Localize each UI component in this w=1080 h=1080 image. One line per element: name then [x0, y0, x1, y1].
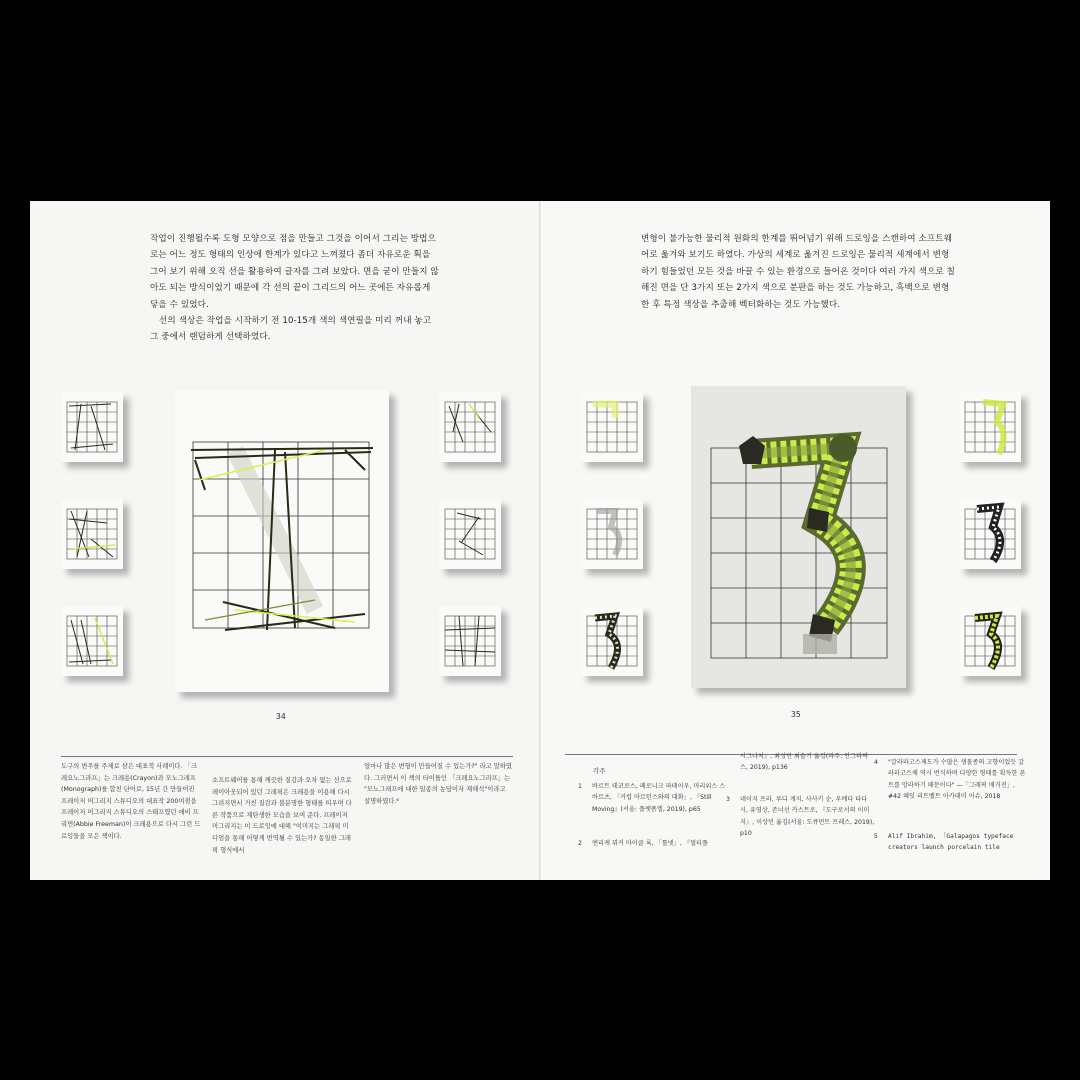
left-paragraph-2: 선의 색상은 작업을 시작하기 전 10-15개 색의 색연필을 미리 꺼내 놓고 그 중에서 랜덤하게 선택하였다.	[150, 316, 432, 343]
footnote	[578, 838, 727, 849]
small-number-3-card	[959, 392, 1021, 462]
footnote-continued	[740, 751, 875, 774]
footer-column-2: 소프트웨어를 통해 깨끗한 질감과 오차 없는 선으로 레이아웃되어 있던 그래픽은 크레용을 이용해 다시 그려지면서 거친 질감과 불분명한 형태를 띠우며 다른 작품으로 재탄생한 모습을 보여 준다. 프레이저 머그리지는 이 드로잉에 대해 "이미지는 그래픽 미디엄을 통해 어떻게 번역될 수 있는가? 동일한 그래픽 형식에서	[212, 777, 352, 854]
footer-column-3: 얼마나 많은 변형이 만들어질 수 있는가?" 라고 말하였다. 그러면서 이 책의 타이틀인 「크레요노그라프」는 "모노그래프에 대한 일종의 농담이자 재해석"이라고 설명하였다.⁶	[364, 763, 512, 805]
footnote-number: 5	[874, 833, 878, 840]
small-number-3-card	[959, 606, 1021, 676]
small-number-3-card	[581, 499, 643, 569]
small-line-drawing-card	[439, 499, 501, 569]
small-line-drawing-card	[439, 392, 501, 462]
footnote-number: 3	[726, 796, 730, 803]
right-body-text	[641, 231, 957, 313]
footnote	[874, 757, 1028, 803]
large-line-drawing-card	[175, 390, 389, 692]
page-number: 34	[276, 712, 286, 721]
footer-column-1: 도구의 변주를 주제로 삼은 대표적 사례이다. 「크레요노그라프」는 크레용(Crayon)과 모노그래프(Monograph)를 합친 단어로, 15년 간 만들어진 프레이저 머그리지 스튜디오의 대표작 200여점을 프레이저 머그리지 스튜디오의 스태프였던 애비 프리먼(Abbie Freeman)이 크레용으로 다시 그린 드로잉들을 모은 책이다.	[61, 763, 201, 840]
footnote-text: 시그나처』, 최성민 최슬기 옮김(파주: 안그라픽스, 2019), p136	[740, 753, 869, 772]
small-line-drawing-card	[61, 499, 123, 569]
small-number-3-card	[581, 392, 643, 462]
footnote-number: 1	[578, 783, 582, 790]
small-line-drawing-card	[61, 392, 123, 462]
footnote-number: 4	[874, 759, 878, 766]
footnote	[874, 831, 1028, 854]
footnote-text: 바르트 데코로스, 페로니크 파테이우, 마리위스 스바르츠, 「커럽 마르턴스와의 대화」, 『Still Moving』(서울: 플랫폼엘, 2019), p65	[592, 783, 726, 813]
footnote-text: 엔리케 뮈커 마이클 록, 「툴넷」, 『멀티플	[592, 840, 709, 847]
footnote-text: "갈라파고스제도가 수많은 생물종의 고향이었듯 갈라파고스체 역시 번식하며 다양한 형태를 획득한 폰트를 망라하기 때문이다" —「그래픽 매거진」, #42 혜잇 리트벨트 아카데미 이슈, 2018	[888, 759, 1026, 801]
footnote	[578, 781, 727, 815]
book-spread	[30, 201, 1050, 880]
footnote-text: Alif Ibrahim, 「Galapagos typeface creators launch porcelain tile	[888, 833, 1014, 852]
right-paragraph-1: 변형이 불가능한 물리적 원화의 한계를 뛰어넘기 위해 드로잉을 스캔하여 소프트웨어로 옮겨와 보기도 하였다. 가상의 세계로 옮겨진 드로잉은 물리적 세계에서 변형하기 힘들었던 모든 것을 바꿀 수 있는 환경으로 들어온 것이다 여러 가지 색으로 칠해진 면을 단 3가지 또는 2가지 색으로 분판을 하는 것도 가능하고, 흑백으로 변형한 후 특정 색상을 추출해 벡터화하는 것도 가능했다.	[641, 234, 956, 310]
small-number-3-card	[581, 606, 643, 676]
small-number-3-card	[959, 499, 1021, 569]
right-page	[541, 201, 1050, 880]
small-line-drawing-card	[61, 606, 123, 676]
footnote-text: 네이지 프라, 루디 게지, 사사키 순, 우메다 타다시, 유영상, 존너선 카스트로, 『도구로서의 이미지』, 이상민 옮김(서울: 도큐먼트 프레스, 2019), p10	[740, 796, 875, 838]
footnote	[726, 794, 875, 840]
left-paragraph-1: 작업이 진행될수록 도형 모양으로 점을 만들고 그것을 이어서 그리는 방법으로는 어느 정도 형태의 인상에 한계가 있다고 느껴졌다 좀더 자유로운 획을 그어 보기 위해 오직 선을 활용하여 글자를 그려 보았다. 면을 굳이 만들지 않아도 되는 방식이었기 때문에 각 선의 끝이 그리드의 어느 곳에든 자유롭게 닿을 수 있었다.	[150, 234, 439, 310]
footnotes-title: 각주	[593, 767, 606, 775]
page-number: 35	[791, 710, 801, 719]
footer-rule	[61, 756, 513, 757]
footnote-number: 2	[578, 840, 582, 847]
left-page	[30, 201, 539, 880]
left-body-text	[150, 231, 440, 346]
small-line-drawing-card	[439, 606, 501, 676]
large-number-3-card	[691, 386, 906, 688]
